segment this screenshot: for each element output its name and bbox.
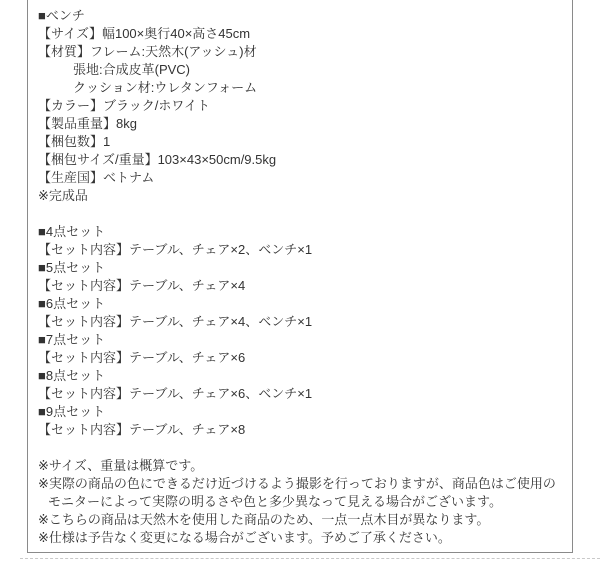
set4-title: ■4点セット (38, 224, 106, 239)
bench-title: ■ベンチ (38, 8, 85, 23)
note-size-line: ※サイズ、重量は概算です。 (38, 458, 204, 473)
bench-size-line: 【サイズ】幅100×奥行40×高さ45cm (38, 26, 251, 41)
bench-package-size-line: 【梱包サイズ/重量】103×43×50cm/9.5kg (38, 152, 277, 167)
set8-contents-line: 【セット内容】テーブル、チェア×6、ベンチ×1 (38, 386, 313, 401)
note-wood-grain-line: ※こちらの商品は天然木を使用した商品のため、一点一点木目が異なります。 (38, 512, 490, 527)
product-spec-content (28, 0, 572, 547)
note-spec-change-line: ※仕様は予告なく変更になる場合がございます。予めご了承ください。 (38, 530, 451, 545)
bench-country-line: 【生産国】ベトナム (38, 170, 155, 185)
dashed-divider (20, 558, 600, 559)
bench-weight-line: 【製品重量】8kg (38, 116, 137, 131)
note-color-line-1: ※実際の商品の色にできるだけ近づけるよう撮影を行っておりますが、商品色はご使用の (38, 476, 556, 491)
note-color-line-2: モニターによって実際の明るさや色と多少異なって見える場合がございます。 (48, 494, 502, 509)
set6-title: ■6点セット (38, 296, 106, 311)
bench-package-count-line: 【梱包数】1 (38, 134, 111, 149)
set4-contents-line: 【セット内容】テーブル、チェア×2、ベンチ×1 (38, 242, 313, 257)
section-spacer (38, 439, 566, 457)
set6-contents-line: 【セット内容】テーブル、チェア×4、ベンチ×1 (38, 314, 313, 329)
bench-material-frame-line: 【材質】フレーム:天然木(アッシュ)材 (38, 44, 257, 59)
bench-spec-section (38, 7, 566, 205)
set5-title: ■5点セット (38, 260, 106, 275)
set5-contents-line: 【セット内容】テーブル、チェア×4 (38, 278, 246, 293)
set7-title: ■7点セット (38, 332, 106, 347)
product-spec-box (27, 0, 573, 553)
bench-assembled-note: ※完成品 (38, 188, 88, 203)
set9-title: ■9点セット (38, 404, 106, 419)
set9-contents-line: 【セット内容】テーブル、チェア×8 (38, 422, 246, 437)
notes-section (38, 457, 566, 547)
section-spacer (38, 205, 566, 223)
set7-contents-line: 【セット内容】テーブル、チェア×6 (38, 350, 246, 365)
set8-title: ■8点セット (38, 368, 106, 383)
bench-material-upholstery-line: 張地:合成皮革(PVC) (73, 62, 191, 77)
bench-material-cushion-line: クッション材:ウレタンフォーム (73, 80, 258, 95)
set-contents-section (38, 223, 566, 439)
bench-color-line: 【カラー】ブラック/ホワイト (38, 98, 210, 113)
